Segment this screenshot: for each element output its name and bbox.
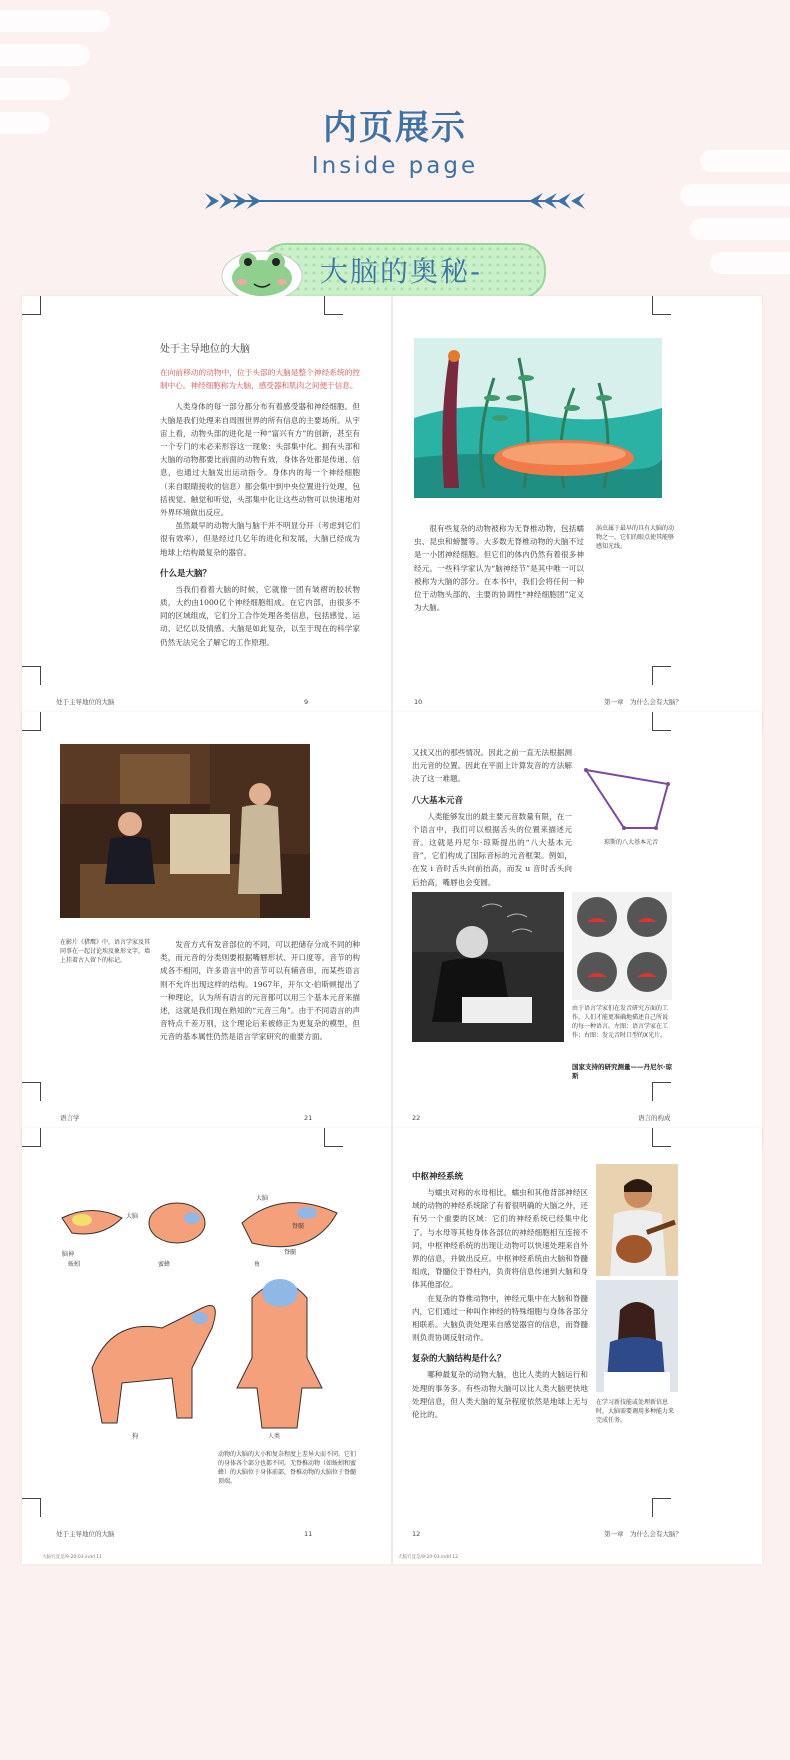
body-paragraph: 在复杂的脊椎动物中，神经元集中在大脑和脊髓内，它们通过一种叫作神经的特殊细胞与身体各部分相联系。大脑负责处理来自感觉器官的信息，而脊髓则负责协调反射动作。	[412, 1293, 588, 1343]
body-paragraph: 人类身体的每一部分都分布有着感受器和神经细胞。但大脑是我们处理来自周围世界的所有信息的主要场所。从宇宙上看，动物头部的进化是一种“富兴有方”的创新，甚至有一个专门的未必来形容这一现象：头部集中化。拥有头部和大脑的动物都要比前面的动物有效，身体各处都是传递、信息，也通过大脑发出运动指令。身体内的每一个神经细胞（来自眼睛接收的信息）都会集中到中央位置进行处理，包括视觉、触觉和听觉，头部集中化让这些动物可以快速地对外界环境做出反应。	[160, 402, 360, 518]
diagram-label: 脊髓	[284, 1249, 297, 1256]
page-title: 内页展示	[323, 108, 467, 148]
bg-stripe	[680, 184, 790, 206]
photo-title: 国家支持的研究测量——丹尼尔·琼斯	[572, 1063, 672, 1080]
xray-mouth-photos	[572, 892, 672, 1000]
body-paragraph: 与蠕虫对称的水母相比，蠕虫和其他背部神经区域的动物的神经系统除了有着很明确的大脑之外，还有另一个重要的区域：它们的神经系统已经集中化了。与水母等其他身体各部位的神经细胞相互连接不同，中枢神经系统的出现让动物可以快速处理来自外界的信息，并做出反应。中枢神经系统由大脑和脊髓组成，脊髓位于脊柱内，负责将信息传递到大脑和身体其他部位。	[412, 1188, 588, 1290]
subheading: 八大基本元音	[412, 795, 464, 806]
flatworm-illustration	[414, 338, 662, 498]
bg-stripe	[0, 44, 90, 66]
arrow-divider	[205, 193, 585, 209]
footer-title: 处于主导地位的大脑	[56, 1530, 115, 1538]
chapter-heading: 处于主导地位的大脑	[160, 344, 250, 355]
body-paragraph: 人类能够发出的最主要元音数量有限，在一个语言中，我们可以根据舌头的位置来描述元音。这就是丹尼尔·琼斯提出的“八大基本元音”，它们构成了国际音标的元音框架。例如，在发 i 音时舌头向前抬高，而发 u 音时舌头向后抬高，嘴唇也会变圆。	[412, 811, 572, 887]
text-column	[412, 746, 572, 889]
text-column	[160, 366, 360, 649]
film-still-photo	[60, 744, 310, 918]
diagram-caption: 琼斯的八大基本元音	[604, 839, 659, 846]
vowel-quadrilateral-diagram	[582, 766, 672, 836]
figure-caption: 在学习新技能或处理新信息时，大脑需要调用多种能力来完成任务。	[596, 1399, 675, 1424]
footer-title: 语言的构成	[638, 1114, 671, 1122]
page-right	[392, 712, 762, 1148]
page-number: 10	[414, 698, 423, 706]
linguist-portrait-photo	[412, 892, 564, 1042]
book-spread-3	[22, 1128, 762, 1564]
subheading: 复杂的大脑结构是什么？	[412, 1354, 506, 1365]
bg-stripe	[690, 218, 790, 240]
diagram-label: 人类	[268, 1433, 281, 1440]
bg-stripe	[0, 78, 70, 100]
bg-stripe	[0, 10, 110, 32]
diagram-label: 大脑	[256, 1195, 269, 1202]
section-header	[0, 100, 790, 179]
text-column	[160, 938, 360, 1044]
footer-chapter: 第一章 为什么会有大脑？	[604, 698, 682, 706]
page-right	[392, 296, 762, 732]
page-number: 11	[304, 1530, 313, 1538]
page-number: 22	[412, 1114, 421, 1122]
section-badge	[220, 238, 542, 302]
subheading: 中枢神经系统	[412, 1172, 464, 1182]
page-right	[392, 1128, 762, 1564]
bg-stripe	[710, 252, 790, 274]
page-left	[22, 1128, 392, 1564]
photo-caption: 由于语言学家们在发音研究方面的工作，人们才能更准确地描述自己所说的每一种语言。左图：语言学家在工作；右图：发元音时口型的X光片。	[572, 1005, 669, 1039]
page-left	[22, 296, 392, 732]
print-slug: 大脑究竟是/9-20-03.indd 11	[42, 1555, 102, 1560]
book-spread-2	[22, 712, 762, 1148]
diagram-label: 脊髓	[292, 1223, 305, 1230]
diagram-label: 蚯蚓	[68, 1261, 81, 1268]
book-spread-1	[22, 296, 762, 732]
text-column	[414, 522, 584, 614]
page-left	[22, 712, 392, 1148]
body-paragraph: 虽然最早的动物大脑与脑干并不明显分开（考虑到它们很有效率），但是经过几亿年的进化和发展，大脑已经成为地球上结构最复杂的器官。	[160, 521, 360, 557]
figure-caption: 在影片《猎鹰》中，语言学家及其同事在一起讨论埃及象形文字，墙上挂着古人留下的标记。	[60, 939, 151, 964]
body-paragraph: 又找又出的那些情况。因此之前一直无法根据测出元音的位置。因此在平面上计算发音的方法解决了这一难题。	[412, 748, 572, 784]
diagram-label: 大脑	[126, 1213, 139, 1220]
body-paragraph: 哪种最复杂的动物大脑，也比人类的大脑运行和处理的事务多。有些动物大脑可以比人类大脑更快地处理信息，但人类大脑的复杂程度依然是地球上无与伦比的。	[412, 1370, 588, 1420]
diagram-label: 鱼	[254, 1261, 261, 1268]
badge-label: 大脑的奥秘-	[320, 255, 483, 288]
animal-brain-diagrams	[52, 1168, 352, 1458]
intro-paragraph: 在向前移动的动物中，位于头部的大脑是整个神经系统的控制中心。神经细胞称为大脑，感受器和肌肉之间便于信息。	[160, 368, 360, 391]
footer-title: 语言学	[60, 1114, 80, 1122]
print-slug: 大脑究竟是/9-20-03.indd 12	[398, 1555, 458, 1560]
subheading: 什么是大脑？	[160, 568, 212, 579]
diagram-label: 狗	[132, 1433, 139, 1440]
guitar-player-photo	[596, 1164, 678, 1276]
page-number: 21	[304, 1114, 313, 1122]
figure-caption: 动物的大脑的大小和复杂程度上差异大而不同。它们的身体各个部分也都不同。无脊椎动物（如蚯蚓和蜜蜂）的大脑位于身体前部，脊椎动物的大脑位于脊髓顶端。	[218, 1451, 357, 1485]
diagram-label: 脑神	[62, 1251, 75, 1258]
body-paragraph: 很有些复杂的动物被称为无脊椎动物，包括蠕虫、昆虫和螃蟹等。大多数无脊椎动物的大脑不过是一小团神经细胞。但它们的体内仍然有着很多神经元。一些科学家认为“脑神经节”是其中唯一可以被称为大脑的部分。在本书中，我们会将任何一种位于动物头部的、主要的协调性“神经细胞团”定义为大脑。	[414, 524, 584, 613]
page-subtitle: Inside page	[311, 153, 479, 179]
body-paragraph: 当我们看着大脑的时候，它就像一团有皱褶的胶状物质，大约由1000亿个神经细胞组成。在它内部，由很多不同的区域组成，它们分工合作处理各类信息，包括感觉、运动、记忆以及情感。大脑是如此复杂，以至于现在的科学家仍然无法完全了解它的工作原理。	[160, 584, 360, 647]
student-writing-photo	[596, 1280, 678, 1392]
frog-mascot-icon	[220, 238, 304, 302]
diagram-label: 蜜蜂	[158, 1261, 171, 1268]
page-number: 9	[304, 698, 309, 706]
text-column	[412, 1162, 588, 1421]
footer-chapter: 第一章 为什么会有大脑？	[604, 1530, 682, 1538]
figure-caption: 涡虫属于最早的具有大脑的动物之一，它们的眼点使其能够感知光线。	[596, 525, 675, 550]
footer-title: 处于主导地位的大脑	[56, 698, 115, 706]
body-paragraph: 发音方式有发音部位的不同，可以把储存分成不同的种类，而元音的分类则要根据嘴唇形状、开口度等。音节的构成各不相同，许多语言中的音节可以有辅音串，而某些语言则不允许出现这样的结构。1967年，开尔文·伯斯顿提出了一种理论，认为所有语言的元音都可以用三个基本元音来描述，这就是我们现在熟知的“元音三角”。由于不同语言的声音特点千差万别，这个理论后来被修正为更复杂的模型，但元音的基本属性仍然是语言学家研究的重要方面。	[160, 940, 360, 1042]
page-number: 12	[412, 1530, 421, 1538]
